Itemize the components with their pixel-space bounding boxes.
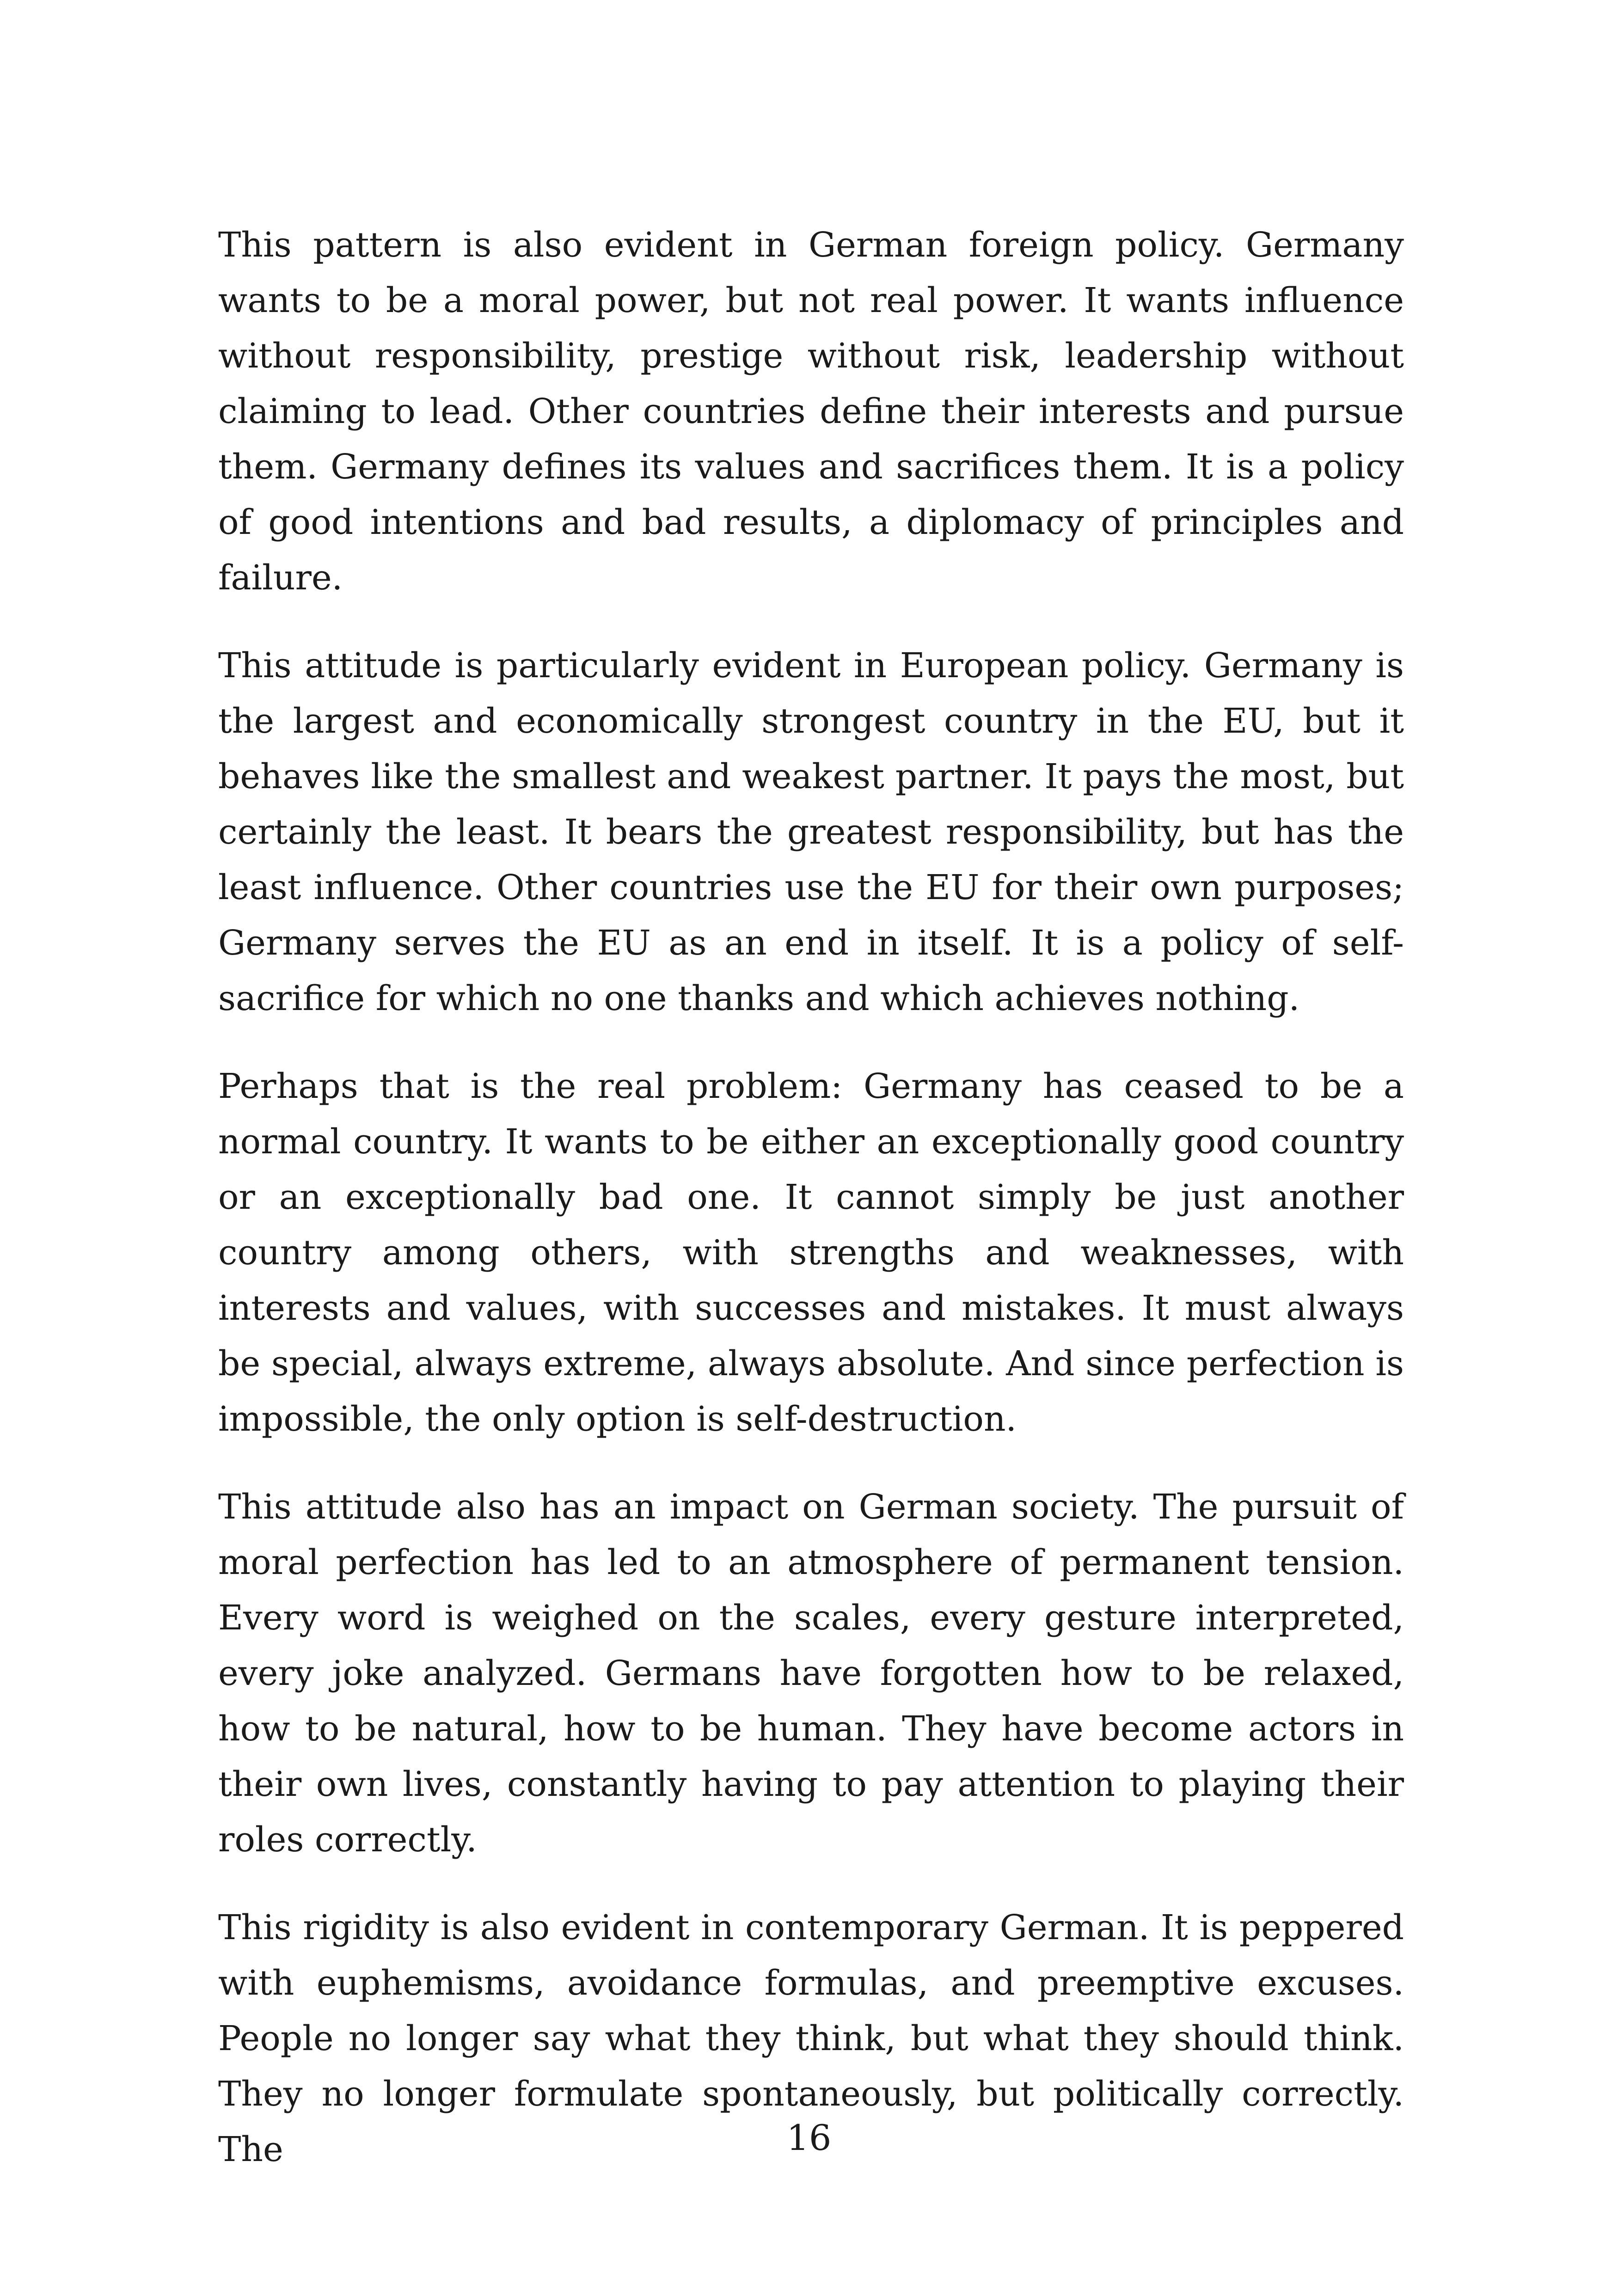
paragraph-european-policy: This attitude is particularly evident in European policy. Germany is the largest and economically strongest country in the EU, but it behaves like the smallest and weakest partner. It pays the most, but certainly the least. It bears the greatest responsibility, but has the least influence. Other countries use the EU for their own purposes; Germany serves the EU as an end in itself. It is a policy of self-sacrifice for which no one thanks and which achieves nothing. xyxy=(218,646,1404,1018)
paragraph-foreign-policy: This pattern is also evident in German foreign policy. Germany wants to be a moral power, but not real power. It wants influence without responsibility, prestige without risk, leadership without claiming to lead. Other countries define their interests and pursue them. Germany defines its values and sacrifices them. It is a policy of good intentions and bad results, a diplomacy of principles and failure. xyxy=(218,225,1404,598)
paragraph-german-society: This attitude also has an impact on German society. The pursuit of moral perfection has led to an atmosphere of permanent tension. Every word is weighed on the scales, every gesture interpreted, every joke analyzed. Germans have forgotten how to be relaxed, how to be natural, how to be human. They have become actors in their own lives, constantly having to pay attention to playing their roles correctly. xyxy=(218,1487,1404,1860)
body-text xyxy=(218,217,1404,2177)
paragraph-contemporary-german: This rigidity is also evident in contemporary German. It is peppered with euphemisms, avoidance formulas, and preemptive excuses. People no longer say what they think, but what they should think. They no longer formulate spontaneously, but politically correctly. The xyxy=(218,1908,1404,2169)
paragraph-normal-country: Perhaps that is the real problem: Germany has ceased to be a normal country. It wants to be either an exceptionally good country or an exceptionally bad one. It cannot simply be just another country among others, with strengths and weaknesses, with interests and values, with successes and mistakes. It must always be special, always extreme, always absolute. And since perfection is impossible, the only option is self-destruction. xyxy=(218,1066,1404,1439)
page-number: 16 xyxy=(786,2117,832,2158)
